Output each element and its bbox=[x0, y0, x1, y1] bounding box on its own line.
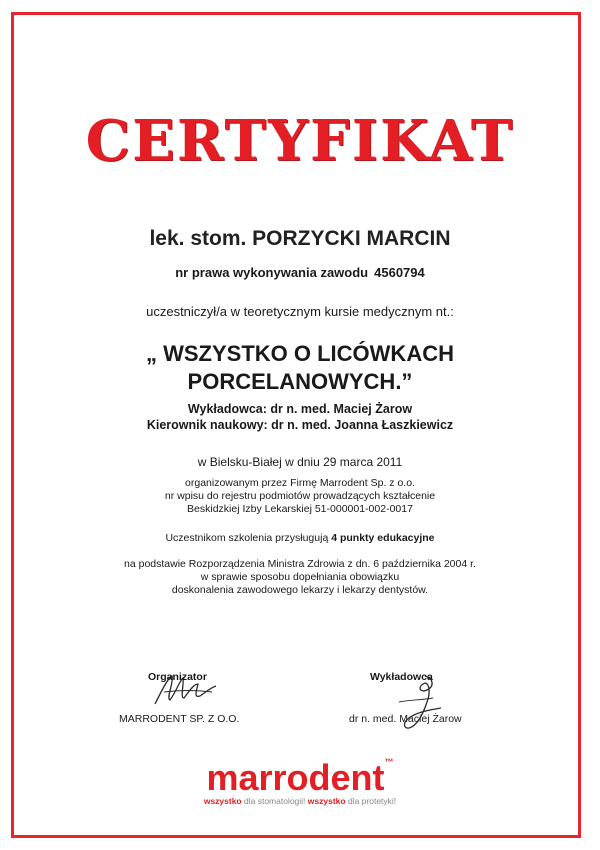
license-label: nr prawa wykonywania zawodu bbox=[175, 265, 369, 280]
lecturer-label: Wykładowca bbox=[370, 671, 433, 683]
brand-name: marrodent bbox=[206, 757, 385, 798]
brand-tagline bbox=[0, 796, 600, 806]
license-line bbox=[0, 265, 600, 280]
tagline-part: wszystko bbox=[307, 796, 346, 806]
tagline-part: wszystko bbox=[203, 796, 242, 806]
organizer-name: MARRODENT SP. Z O.O. bbox=[119, 713, 240, 725]
lecturer-name: dr n. med. Maciej Żarow bbox=[349, 713, 462, 725]
marrodent-logo bbox=[0, 757, 600, 799]
points-prefix: Uczestnikom szkolenia przysługują bbox=[165, 532, 329, 544]
regulation-line: doskonalenia zawodowego lekarzy i lekarzy dentystów. bbox=[171, 584, 429, 596]
lecturer-line: Wykładowca: dr n. med. Maciej Żarow bbox=[187, 402, 413, 416]
regulation-line: na podstawie Rozporządzenia Ministra Zdrowia z dn. 6 października 2004 r. bbox=[124, 558, 476, 570]
supervisor-line: Kierownik naukowy: dr n. med. Joanna Łaszkiewicz bbox=[146, 418, 454, 432]
organizer-label: Organizator bbox=[148, 671, 207, 683]
points-line bbox=[0, 532, 600, 544]
organizer-line: nr wpisu do rejestru podmiotów prowadzących kształcenie bbox=[164, 490, 436, 502]
regulation-line: w sprawie sposobu dopełniania obowiązku bbox=[200, 571, 400, 583]
organizer-line: organizowanym przez Firmę Marrodent Sp. z o.o. bbox=[185, 477, 415, 489]
certificate-title: CERTYFIKAT bbox=[85, 108, 515, 174]
organizer-block bbox=[0, 477, 600, 516]
place-date: w Bielsku-Białej w dniu 29 marca 2011 bbox=[197, 455, 403, 469]
course-title-line2: PORCELANOWYCH.” bbox=[187, 369, 413, 394]
course-title-line1: „ WSZYSTKO O LICÓWKACH bbox=[146, 341, 454, 366]
recipient-name: lek. stom. PORZYCKI MARCIN bbox=[149, 227, 451, 250]
participated-text: uczestniczył/a w teoretycznym kursie medycznym nt.: bbox=[146, 304, 454, 319]
tagline-part: dla stomatologii! bbox=[244, 796, 306, 806]
tagline-part: dla protetyki! bbox=[347, 796, 397, 806]
trademark-symbol: ™ bbox=[384, 757, 394, 767]
points-value: 4 punkty edukacyjne bbox=[331, 532, 435, 544]
organizer-line: Beskidzkiej Izby Lekarskiej 51-000001-002-0017 bbox=[187, 503, 413, 515]
course-title bbox=[0, 340, 600, 396]
regulation-block bbox=[0, 558, 600, 597]
license-number: 4560794 bbox=[374, 265, 425, 280]
